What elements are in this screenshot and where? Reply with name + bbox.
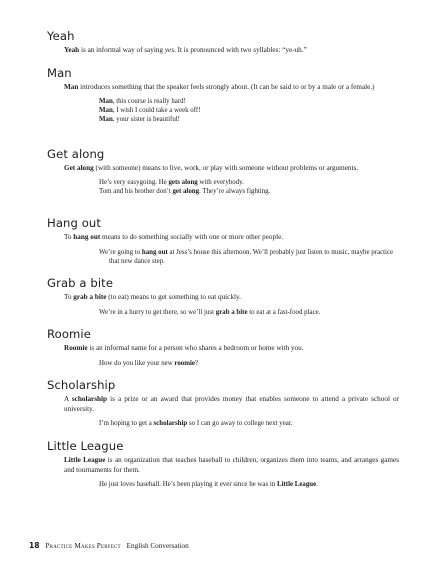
example-sentence <box>47 187 399 196</box>
example-list <box>47 419 399 428</box>
text-run: To <box>64 293 74 301</box>
entry-definition <box>47 456 399 475</box>
example-sentence <box>47 115 399 124</box>
entry-hang-out <box>47 216 399 266</box>
bold-term: Man <box>99 97 113 105</box>
series-title: Practice Makes Perfect <box>45 542 121 550</box>
entry-term: Little League <box>47 439 124 453</box>
entry-term: Get along <box>47 147 105 161</box>
book-title: English Conversation <box>126 542 189 550</box>
entry-little-league <box>47 439 399 490</box>
text-run: (to eat) means to get something to eat quickly. <box>106 293 241 301</box>
entry-term: Grab a bite <box>47 276 114 290</box>
entry-man <box>47 66 399 125</box>
text-run: How do you like your new <box>99 359 175 367</box>
text-run: , your sister is beautiful! <box>112 116 180 124</box>
text-run: Tom and his brother don’t <box>99 188 173 195</box>
example-sentence <box>47 97 399 106</box>
text-run: To <box>64 233 74 241</box>
bold-term: Little League <box>276 481 317 489</box>
bold-term: Yeah <box>64 46 80 54</box>
text-run: with everybody. <box>197 178 244 186</box>
text-run: ? <box>194 359 199 367</box>
page-footer <box>29 541 189 551</box>
text-run: . They’re always fighting. <box>199 188 271 195</box>
entry-definition <box>47 164 399 174</box>
bold-term: Roomie <box>64 344 88 352</box>
example-sentence <box>47 308 399 317</box>
text-run: . <box>316 481 318 489</box>
text-run: to eat at a fast-food place. <box>247 308 321 316</box>
entry-definition <box>47 395 399 414</box>
entry-term: Roomie <box>47 327 91 341</box>
example-list <box>47 178 399 197</box>
example-list <box>47 480 399 489</box>
example-list <box>47 97 399 125</box>
italic-text: yes <box>164 46 175 54</box>
entry-term: Hang out <box>47 216 102 230</box>
bold-term: scholarship <box>71 395 108 403</box>
text-run: , this course is really hard! <box>112 97 186 105</box>
bold-term: get along <box>172 188 200 195</box>
text-run: is a prize or an award that provides money that enables someone to attend a private school or university. <box>64 395 400 413</box>
bold-term: Man <box>99 107 113 114</box>
text-run: We’re going to <box>99 248 142 256</box>
bold-term: Little League <box>64 456 106 464</box>
page-number: 18 <box>29 541 40 550</box>
text-run: means to do something socially with one or more other people. <box>100 233 284 241</box>
entry-definition <box>47 233 399 243</box>
bold-term: grab a bite <box>215 308 248 316</box>
example-sentence <box>47 359 399 368</box>
entry-definition <box>47 46 399 56</box>
bold-term: scholarship <box>153 420 188 428</box>
text-run: introduces something that the speaker feels strongly about. (It can be said to or by a male or a female.) <box>78 83 375 91</box>
bold-term: grab a bite <box>73 293 107 301</box>
entry-scholarship <box>47 378 399 429</box>
example-sentence <box>47 106 399 115</box>
text-run: He just loves baseball. He’s been playing it ever since he was in <box>99 481 277 489</box>
bold-term: Man <box>64 83 79 91</box>
bold-term: Man <box>99 116 113 124</box>
entry-definition <box>47 293 399 303</box>
bold-term: roomie <box>174 359 195 367</box>
text-run: so I can go away to college next year. <box>187 420 293 428</box>
text-run: at Jess’s house this afternoon. We’ll probably just listen to music, maybe practice that new dance step. <box>109 248 394 265</box>
text-run: He’s very easygoing. He <box>99 178 169 186</box>
example-sentence <box>47 248 399 267</box>
bold-term: hang out <box>141 248 168 256</box>
text-run: is an organization that teaches baseball to children, organizes them into teams, and arranges games and tournaments for them. <box>64 456 399 474</box>
example-list <box>47 308 399 317</box>
example-sentence <box>47 178 399 187</box>
entry-definition <box>47 83 399 93</box>
text-run: is an informal name for a person who shares a bedroom or home with you. <box>87 344 304 352</box>
text-run: We’re in a hurry to get there, so we’ll just <box>99 308 216 316</box>
entry-term: Man <box>47 66 72 80</box>
example-list <box>47 359 399 368</box>
example-list <box>47 248 399 267</box>
entry-grab-a-bite <box>47 276 399 317</box>
entry-term: Scholarship <box>47 378 116 392</box>
entry-roomie <box>47 327 399 368</box>
text-run: . It is pronounced with two syllables: “ye-uh.” <box>174 46 307 54</box>
entry-get-along <box>47 147 399 196</box>
text-run: , I wish I could take a week off! <box>112 107 201 114</box>
example-sentence <box>47 480 399 489</box>
entry-term: Yeah <box>47 29 75 43</box>
entry-yeah <box>47 29 399 56</box>
entry-definition <box>47 344 399 354</box>
bold-term: gets along <box>168 178 198 186</box>
text-run: A <box>64 395 72 403</box>
bold-term: hang out <box>73 233 101 241</box>
text-run: I’m hoping to get a <box>99 420 154 428</box>
text-run: is an informal way of saying <box>79 46 165 54</box>
text-run: (with someone) means to live, work, or play with someone without problems or arguments. <box>93 164 359 172</box>
example-sentence <box>47 419 399 428</box>
bold-term: Get along <box>64 164 94 172</box>
